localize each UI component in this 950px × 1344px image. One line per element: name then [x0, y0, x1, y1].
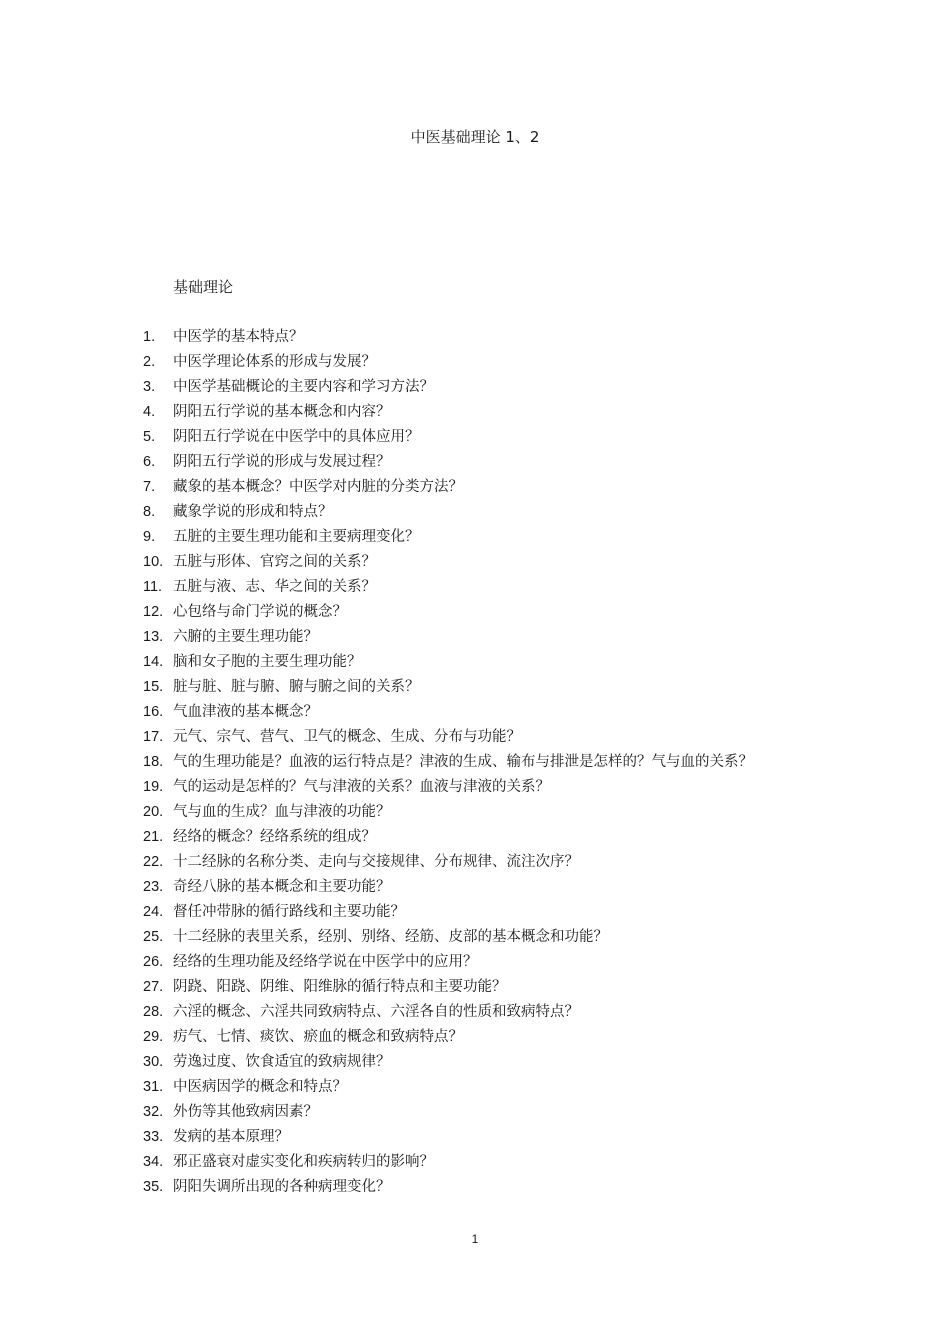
list-item-text: 气与血的生成？血与津液的功能？ [173, 804, 391, 820]
list-item-number: 15. [143, 679, 164, 695]
list-item [0, 400, 950, 425]
list-item-number: 17. [143, 729, 164, 745]
list-item-number: 11. [143, 579, 163, 595]
list-item-number: 14. [143, 654, 164, 670]
list-item-text: 中医病因学的概念和特点？ [173, 1079, 347, 1095]
list-item-number: 21. [143, 829, 164, 845]
list-item-text: 五脏与形体、官窍之间的关系？ [173, 554, 376, 570]
list-item [0, 525, 950, 550]
list-item [0, 1075, 950, 1100]
list-item-number: 8. [143, 504, 156, 520]
list-item-text: 六腑的主要生理功能？ [173, 629, 318, 645]
list-item-number: 31. [143, 1079, 164, 1095]
list-item-text: 藏象学说的形成和特点？ [173, 504, 333, 520]
list-item-number: 7. [143, 479, 156, 495]
list-item-text: 发病的基本原理？ [173, 1129, 289, 1145]
list-item-text: 阴阳五行学说在中医学中的具体应用？ [173, 429, 420, 445]
list-item [0, 675, 950, 700]
list-item-text: 气的生理功能是？血液的运行特点是？津液的生成、输布与排泄是怎样的？气与血的关系？ [173, 754, 753, 770]
document-title: 中医基础理论 1、2 [410, 128, 540, 146]
list-item [0, 1175, 950, 1200]
list-item-text: 元气、宗气、营气、卫气的概念、生成、分布与功能？ [173, 729, 521, 745]
question-list [0, 325, 950, 1200]
list-item-text: 脑和女子胞的主要生理功能？ [173, 654, 362, 670]
list-item-number: 24. [143, 904, 164, 920]
list-item [0, 425, 950, 450]
list-item-number: 13. [143, 629, 164, 645]
list-item-number: 25. [143, 929, 164, 945]
list-item [0, 1100, 950, 1125]
list-item [0, 1125, 950, 1150]
list-item [0, 775, 950, 800]
list-item [0, 975, 950, 1000]
list-item [0, 825, 950, 850]
list-item-text: 经络的概念？经络系统的组成？ [173, 829, 376, 845]
section-heading: 基础理论 [173, 278, 234, 296]
list-item [0, 475, 950, 500]
list-item-text: 邪正盛衰对虚实变化和疾病转归的影响？ [173, 1154, 434, 1170]
list-item [0, 325, 950, 350]
list-item-number: 30. [143, 1054, 164, 1070]
list-item-text: 十二经脉的名称分类、走向与交接规律、分布规律、流注次序？ [173, 854, 579, 870]
list-item-number: 22. [143, 854, 164, 870]
list-item [0, 900, 950, 925]
list-item-number: 18. [143, 754, 164, 770]
list-item-number: 5. [143, 429, 156, 445]
list-item-number: 10. [143, 554, 164, 570]
list-item [0, 450, 950, 475]
list-item-text: 阴阳五行学说的形成与发展过程？ [173, 454, 391, 470]
list-item-text: 藏象的基本概念？中医学对内脏的分类方法？ [173, 479, 463, 495]
list-item-text: 心包络与命门学说的概念？ [173, 604, 347, 620]
list-item-number: 29. [143, 1029, 164, 1045]
list-item-text: 中医学理论体系的形成与发展？ [173, 354, 376, 370]
list-item [0, 350, 950, 375]
list-item [0, 1025, 950, 1050]
list-item-text: 督任冲带脉的循行路线和主要功能？ [173, 904, 405, 920]
list-item-text: 疠气、七情、痰饮、瘀血的概念和致病特点？ [173, 1029, 463, 1045]
list-item-number: 12. [143, 604, 164, 620]
list-item [0, 850, 950, 875]
list-item-text: 外伤等其他致病因素？ [173, 1104, 318, 1120]
list-item-number: 34. [143, 1154, 164, 1170]
list-item-text: 脏与脏、脏与腑、腑与腑之间的关系？ [173, 679, 420, 695]
page-number: 1 [471, 1232, 479, 1246]
list-item-number: 26. [143, 954, 164, 970]
list-item-text: 劳逸过度、饮食适宜的致病规律？ [173, 1054, 391, 1070]
list-item-number: 27. [143, 979, 164, 995]
list-item-text: 经络的生理功能及经络学说在中医学中的应用？ [173, 954, 478, 970]
list-item-number: 2. [143, 354, 156, 370]
list-item-number: 32. [143, 1104, 164, 1120]
list-item-number: 6. [143, 454, 156, 470]
list-item-number: 19. [143, 779, 164, 795]
list-item [0, 750, 950, 775]
list-item-text: 气的运动是怎样的？气与津液的关系？血液与津液的关系？ [173, 779, 550, 795]
list-item [0, 575, 950, 600]
list-item-text: 六淫的概念、六淫共同致病特点、六淫各自的性质和致病特点？ [173, 1004, 579, 1020]
list-item-text: 中医学基础概论的主要内容和学习方法？ [173, 379, 434, 395]
list-item-number: 4. [143, 404, 156, 420]
list-item [0, 800, 950, 825]
list-item [0, 1150, 950, 1175]
list-item-number: 35. [143, 1179, 164, 1195]
list-item-text: 阴跷、阳跷、阴维、阳维脉的循行特点和主要功能？ [173, 979, 507, 995]
list-item [0, 700, 950, 725]
list-item-text: 气血津液的基本概念？ [173, 704, 318, 720]
list-item [0, 550, 950, 575]
list-item [0, 650, 950, 675]
list-item-number: 33. [143, 1129, 164, 1145]
list-item [0, 1050, 950, 1075]
list-item-number: 20. [143, 804, 164, 820]
list-item-number: 23. [143, 879, 164, 895]
list-item-number: 3. [143, 379, 156, 395]
list-item-number: 16. [143, 704, 164, 720]
list-item [0, 950, 950, 975]
list-item-number: 1. [143, 329, 156, 345]
list-item [0, 625, 950, 650]
list-item [0, 1000, 950, 1025]
list-item [0, 875, 950, 900]
list-item-text: 五脏与液、志、华之间的关系？ [173, 579, 376, 595]
list-item-text: 阴阳五行学说的基本概念和内容？ [173, 404, 391, 420]
list-item [0, 375, 950, 400]
list-item-text: 中医学的基本特点？ [173, 329, 304, 345]
list-item [0, 725, 950, 750]
list-item-text: 五脏的主要生理功能和主要病理变化？ [173, 529, 420, 545]
list-item-number: 28. [143, 1004, 164, 1020]
list-item-text: 奇经八脉的基本概念和主要功能？ [173, 879, 391, 895]
list-item-number: 9. [143, 529, 156, 545]
list-item-text: 十二经脉的表里关系，经别、别络、经筋、皮部的基本概念和功能？ [173, 929, 608, 945]
list-item [0, 500, 950, 525]
list-item [0, 600, 950, 625]
list-item [0, 925, 950, 950]
list-item-text: 阴阳失调所出现的各种病理变化？ [173, 1179, 391, 1195]
